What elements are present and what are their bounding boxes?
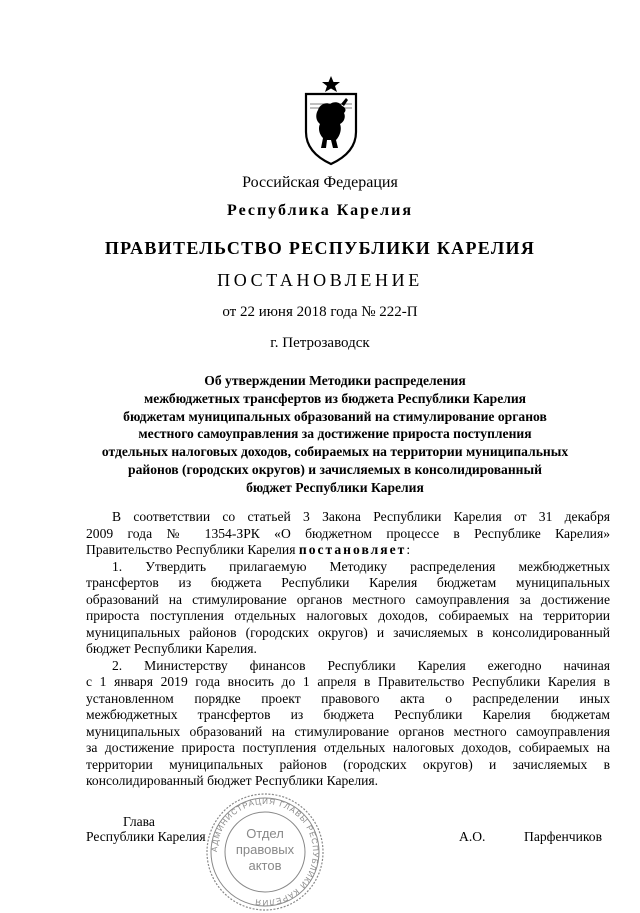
- item1-line: прироста поступления отдельных налоговых доходов, собираемых на территории: [86, 608, 610, 623]
- item1-line: трансфертов из бюджета Республики Карелия бюджетам муниципальных: [86, 575, 610, 590]
- item2-line: за достижение прироста поступления отдельных налоговых доходов, собираемых на: [86, 740, 610, 755]
- item2-line: консолидированный бюджет Республики Карелия.: [86, 773, 379, 788]
- document-type: ПОСТАНОВЛЕНИЕ: [217, 270, 423, 290]
- preamble-line: 2009 года № 1354-ЗРК «О бюджетном процессе в Республике Карелия»: [86, 525, 610, 541]
- item1-line: муниципальных районов (городских округов) и зачисляемых в консолидированный: [86, 624, 610, 640]
- government-heading: ПРАВИТЕЛЬСТВО РЕСПУБЛИКИ КАРЕЛИЯ: [104, 238, 536, 258]
- title-line: отдельных налоговых доходов, собираемых на территории муниципальных: [101, 444, 569, 460]
- title-line: местного самоуправления за достижение прироста поступления: [138, 426, 532, 442]
- item1-line: образований на стимулирование органов местного самоуправления за достижение: [86, 591, 610, 607]
- stamp-ring-text: АДМИНИСТРАЦИЯ ГЛАВЫ РЕСПУБЛИКИ КАРЕЛИЯ: [209, 796, 321, 908]
- signatory-title: Республики Карелия: [86, 829, 206, 844]
- stamp-seal: [204, 791, 326, 913]
- title-line: межбюджетных трансфертов из бюджета Республики Карелия: [143, 390, 527, 406]
- item2-line: территории муниципальных районов (городских округов) и зачисляемых в: [86, 756, 610, 772]
- stamp-line: актов: [248, 858, 282, 873]
- item2-line: 2. Министерству финансов Республики Карелия ежегодно начиная: [112, 657, 610, 673]
- item2-line: с 1 января 2019 года вносить до 1 апреля в Правительство Республики Карелия в: [86, 674, 610, 689]
- document-body: [86, 509, 610, 790]
- item2-line: муниципальных образований на стимулирование органов местного самоуправления: [86, 723, 610, 739]
- city: г. Петрозаводск: [270, 335, 370, 351]
- stamp-line: правовых: [235, 842, 295, 857]
- preamble-prefix: Правительство Республики Карелия: [86, 542, 299, 557]
- preamble-suffix: :: [406, 542, 411, 557]
- signatory-initials: А.О.: [459, 829, 486, 844]
- title-line: бюджетам муниципальных образований на стимулирование органов: [123, 408, 547, 424]
- country-name: Российская Федерация: [242, 174, 398, 191]
- item2-line: межбюджетных трансфертов из бюджета Республики Карелия бюджетам: [86, 707, 610, 722]
- item2-line: установленном порядке проект правового акта о распределении иных: [86, 690, 610, 706]
- preamble-line: В соответствии со статьей 3 Закона Республики Карелия от 31 декабря: [112, 509, 610, 524]
- republic-name: Республика Карелия: [227, 202, 413, 219]
- karelia-coat-of-arms-icon: [300, 74, 362, 166]
- item1-line: бюджет Республики Карелия.: [86, 641, 257, 656]
- title-line: Об утверждении Методики распределения: [204, 373, 466, 388]
- signatory-title: Глава: [123, 814, 155, 829]
- item1-line: 1. Утвердить прилагаемую Методику распределения межбюджетных: [112, 558, 610, 574]
- signatory-surname: Парфенчиков: [524, 829, 603, 844]
- title-line: бюджет Республики Карелия: [246, 479, 424, 495]
- preamble-resolution-line: [86, 542, 610, 559]
- resolves-word: постановляет: [298, 542, 407, 557]
- document-title: [80, 372, 590, 497]
- title-line: районов (городских округов) и зачисляемых в консолидированный: [128, 461, 542, 477]
- stamp-line: Отдел: [246, 826, 284, 841]
- date-line: от 22 июня 2018 года № 222-П: [222, 304, 418, 320]
